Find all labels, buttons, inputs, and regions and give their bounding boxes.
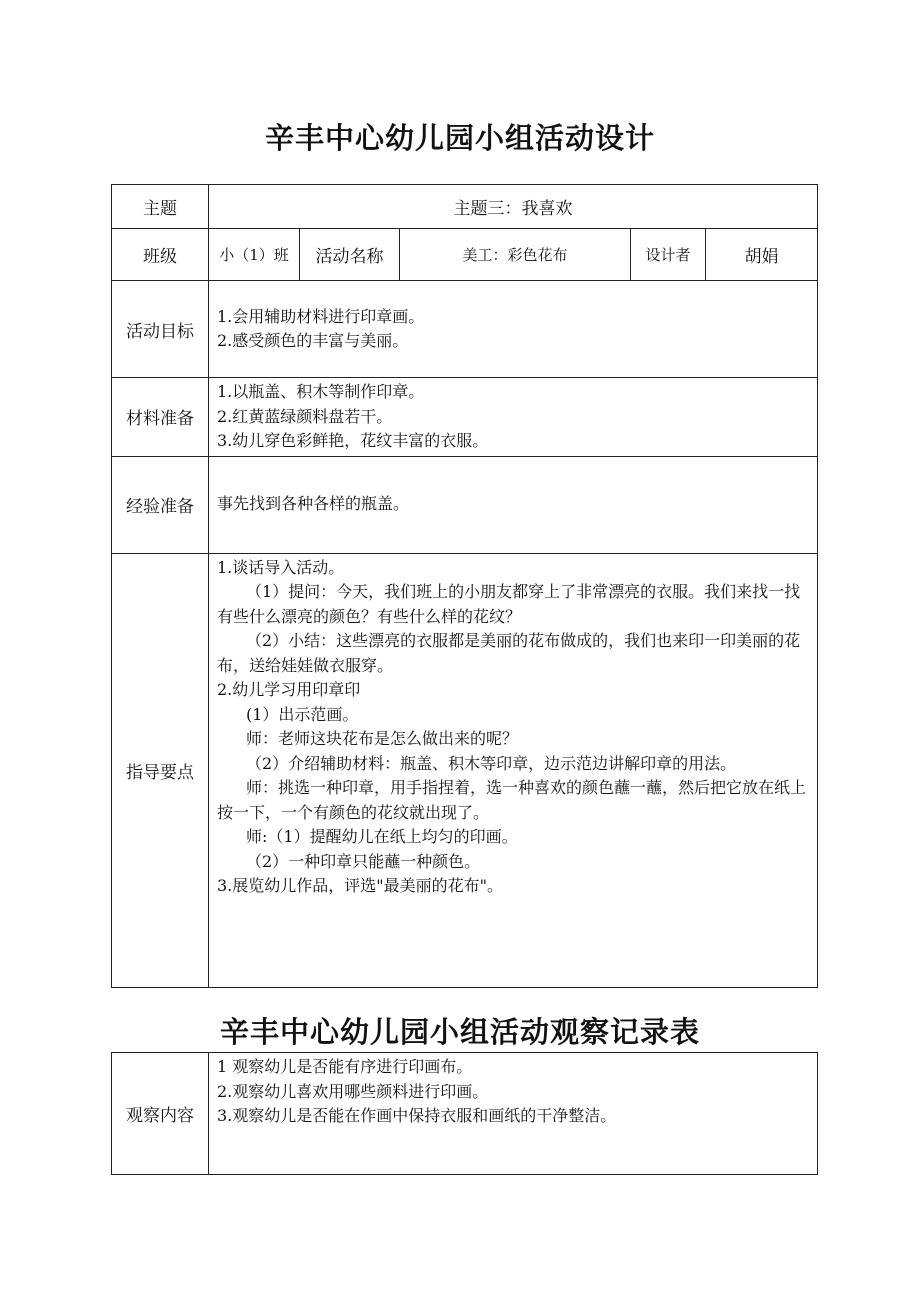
observation-row bbox=[112, 1053, 818, 1175]
guidance-paragraph: （1）提问：今天，我们班上的小朋友都穿上了非常漂亮的衣服。我们来找一找有些什么漂亮的颜色？有些什么样的花纹？ bbox=[217, 582, 801, 626]
theme-value: 主题三：我喜欢 bbox=[209, 185, 818, 229]
guidance-paragraph: 2.幼儿学习用印章印 bbox=[217, 680, 361, 699]
observation-table bbox=[111, 1052, 818, 1175]
class-row bbox=[112, 229, 818, 281]
guidance-paragraph: 1.谈话导入活动。 bbox=[217, 557, 345, 577]
observation-content bbox=[209, 1053, 818, 1175]
guidance-paragraph: （2）小结：这些漂亮的衣服都是美丽的花布做成的，我们也来印一印美丽的花布，送给娃娃做衣服穿。 bbox=[217, 631, 801, 675]
experience-content: 事先找到各种各样的瓶盖。 bbox=[209, 456, 818, 553]
material-line: 2.红黄蓝绿颜料盘若干。 bbox=[217, 406, 393, 426]
goal-line: 1.会用辅助材料进行印章画。 bbox=[217, 306, 425, 326]
guidance-row bbox=[112, 553, 818, 987]
observation-line: 1 观察幼儿是否能有序进行印画布。 bbox=[217, 1057, 473, 1076]
materials-row bbox=[112, 378, 818, 457]
activity-name-label: 活动名称 bbox=[300, 229, 400, 281]
materials-label: 材料准备 bbox=[112, 378, 209, 457]
guidance-paragraph: 师：老师这块花布是怎么做出来的呢？ bbox=[246, 729, 519, 748]
guidance-paragraph: 3.展览幼儿作品，评选"最美丽的花布"。 bbox=[217, 876, 503, 895]
activity-name-value: 美工：彩色花布 bbox=[400, 229, 631, 281]
designer-label: 设计者 bbox=[631, 229, 706, 281]
goals-row bbox=[112, 281, 818, 378]
record-title: 辛丰中心幼儿园小组活动观察记录表 bbox=[219, 1015, 700, 1049]
goal-line: 2.感受颜色的丰富与美丽。 bbox=[217, 331, 409, 350]
guidance-label: 指导要点 bbox=[112, 553, 209, 987]
material-line: 1.以瓶盖、积木等制作印章。 bbox=[217, 382, 425, 401]
observation-label: 观察内容 bbox=[112, 1053, 209, 1175]
class-value: 小（1）班 bbox=[209, 229, 300, 281]
theme-label: 主题 bbox=[112, 185, 209, 229]
document-title: 辛丰中心幼儿园小组活动设计 bbox=[264, 121, 655, 155]
guidance-paragraph: （2）一种印章只能蘸一种颜色。 bbox=[246, 851, 481, 871]
experience-label: 经验准备 bbox=[112, 456, 209, 553]
designer-value: 胡娟 bbox=[706, 229, 818, 281]
materials-content bbox=[209, 378, 818, 457]
guidance-paragraph: (1）出示范画。 bbox=[246, 704, 359, 724]
theme-row bbox=[112, 185, 818, 229]
observation-line: 3.观察幼儿是否能在作画中保持衣服和画纸的干净整洁。 bbox=[217, 1106, 617, 1125]
guidance-content bbox=[209, 553, 818, 987]
activity-design-table bbox=[111, 184, 818, 988]
guidance-paragraph: 师:（1）提醒幼儿在纸上均匀的印画。 bbox=[246, 827, 518, 846]
class-label: 班级 bbox=[112, 229, 209, 281]
experience-row bbox=[112, 456, 818, 553]
goals-content bbox=[209, 281, 818, 378]
material-line: 3.幼儿穿色彩鲜艳，花纹丰富的衣服。 bbox=[217, 431, 489, 450]
guidance-paragraph: （2）介绍辅助材料：瓶盖、积木等印章，边示范边讲解印章的用法。 bbox=[246, 753, 737, 773]
guidance-paragraph: 师：挑选一种印章，用手指捏着，选一种喜欢的颜色蘸一蘸，然后把它放在纸上按一下，一个有颜色的花纹就出现了。 bbox=[217, 778, 807, 822]
observation-line: 2.观察幼儿喜欢用哪些颜料进行印画。 bbox=[217, 1081, 489, 1101]
goals-label: 活动目标 bbox=[112, 281, 209, 378]
